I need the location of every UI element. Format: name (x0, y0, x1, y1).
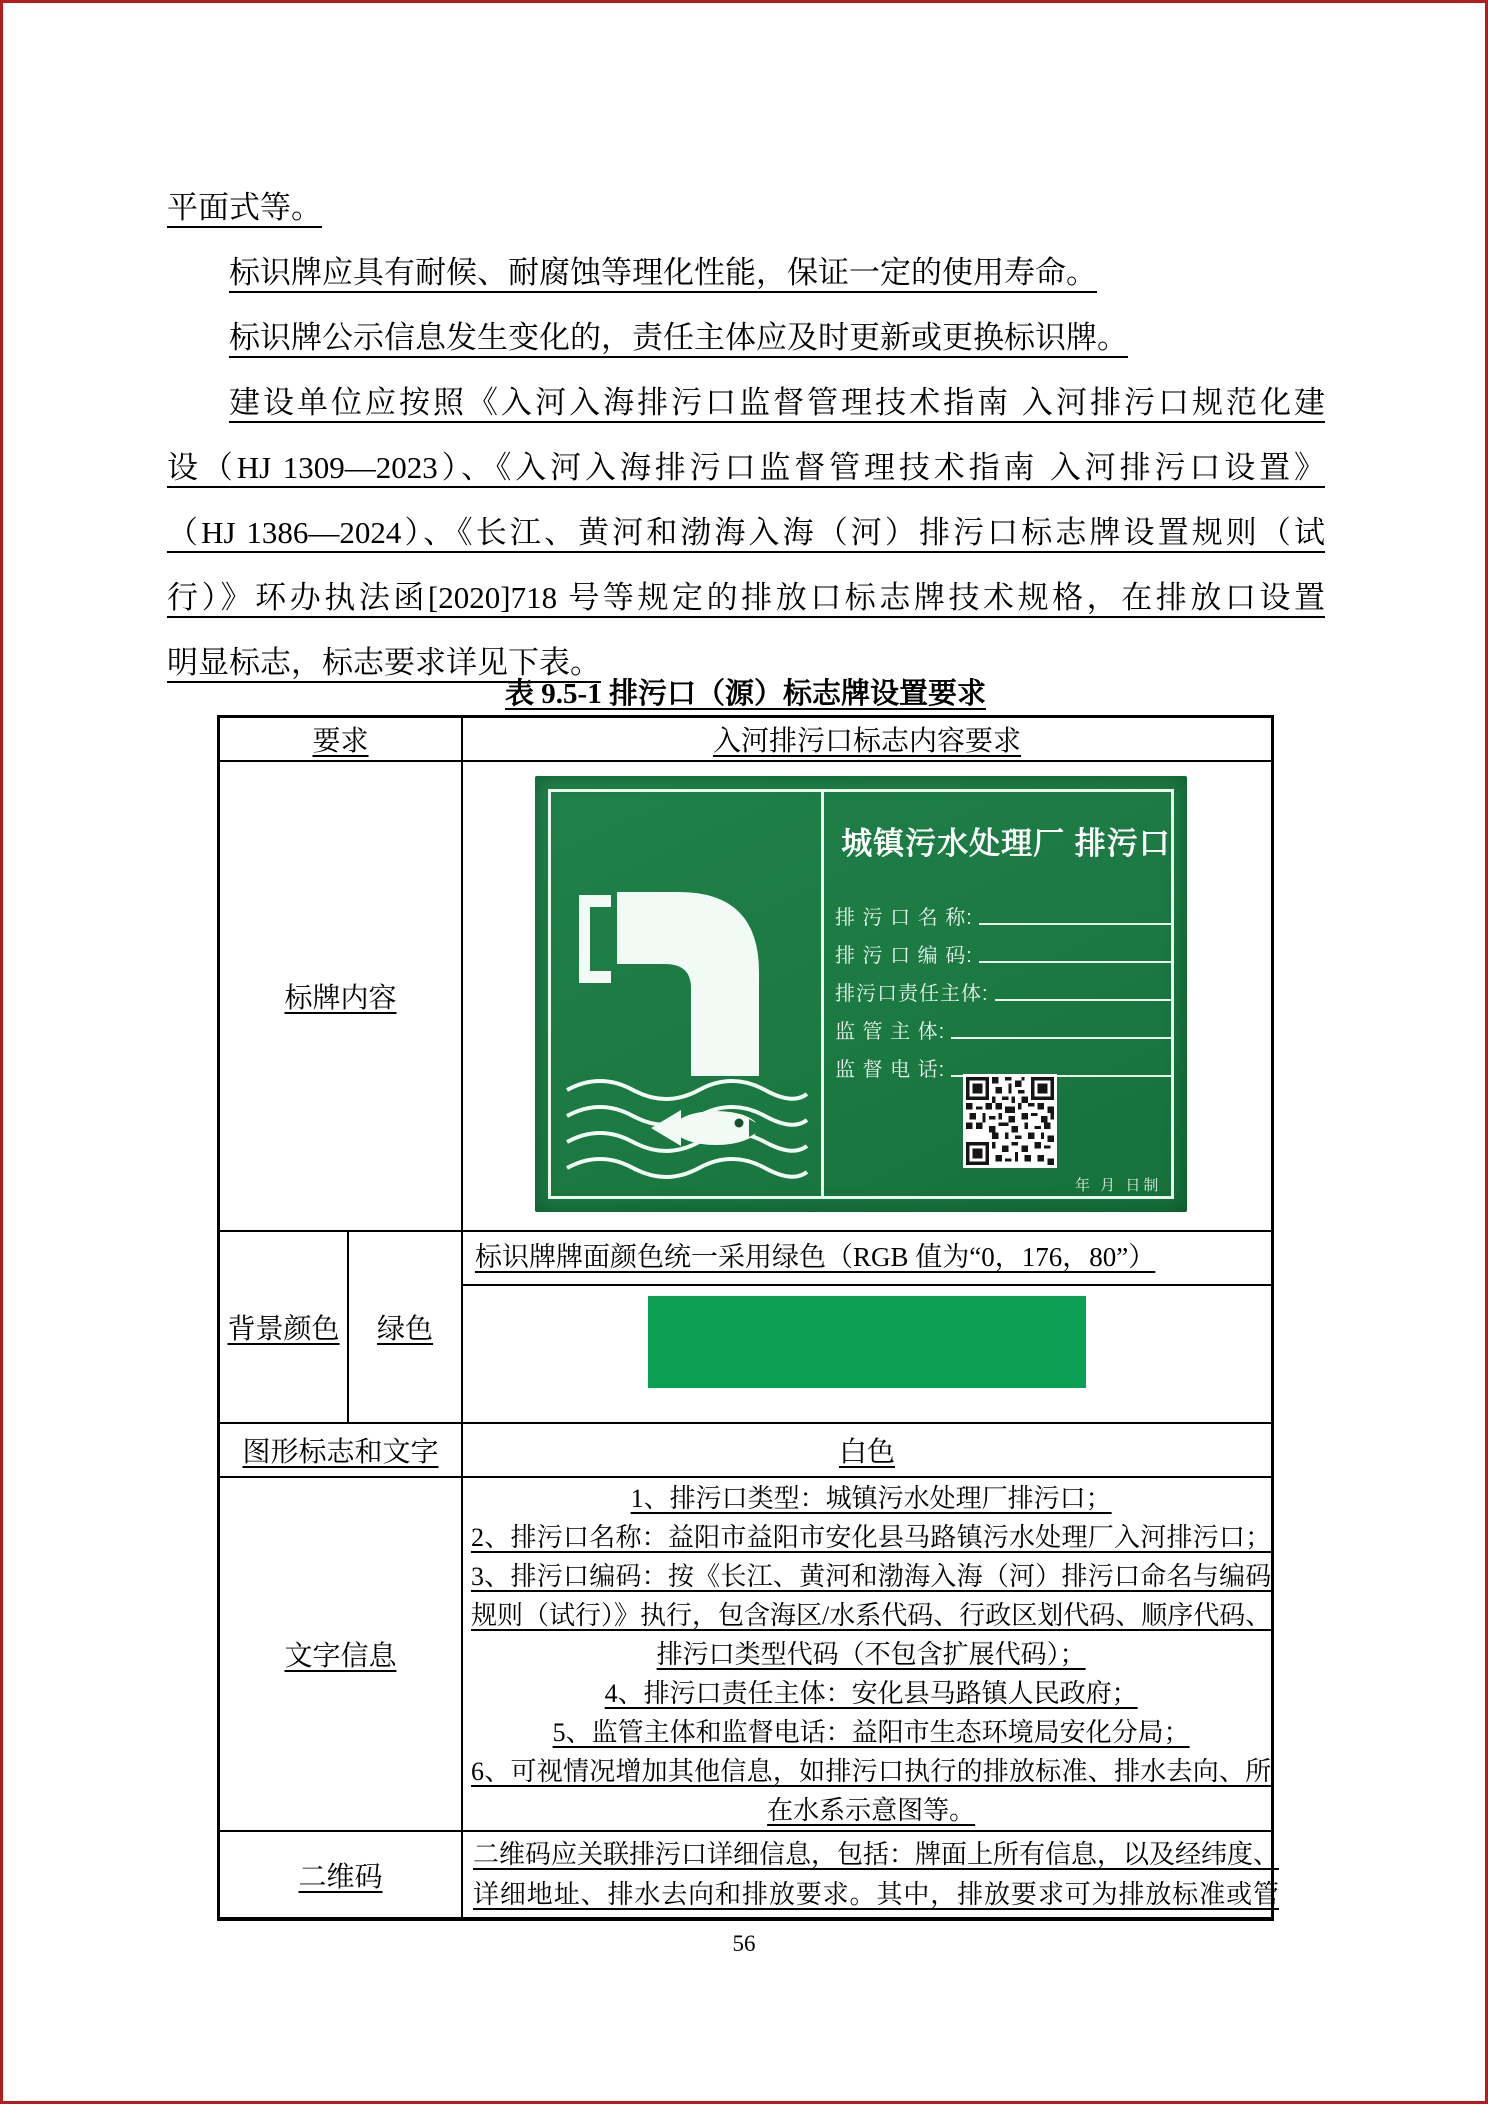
qr-code (963, 1074, 1057, 1168)
green-color-swatch (648, 1296, 1086, 1388)
sign-image-cell (463, 762, 1271, 1230)
paragraph-line: 标识牌应具有耐候、耐腐蚀等理化性能，保证一定的使用寿命。 (229, 255, 1097, 290)
qr-description-line: 详细地址、排水去向和排放要求。其中，排放要求可为排放标准或管 (473, 1879, 1280, 1909)
header-label: 入河排污口标志内容要求 (712, 726, 1021, 757)
sign-requirements-table (217, 715, 1280, 1921)
sign-date-note: 年 月 日制 (1075, 1177, 1162, 1194)
row-label: 文字信息 (284, 1641, 397, 1672)
intro-paragraphs (167, 175, 1325, 695)
text-info-line: 5、监管主体和监督电话：益阳市生态环境局安化分局； (552, 1717, 1190, 1747)
text-info-cell (463, 1478, 1279, 1830)
header-label: 要求 (312, 726, 369, 757)
table-header-row (220, 718, 1271, 762)
table-row-sign-content (220, 762, 1271, 1232)
text-info-line: 在水系示意图等。 (767, 1795, 976, 1825)
field-label: 监 督 电 话: (835, 1059, 946, 1081)
discharge-outlet-sign (535, 776, 1187, 1212)
text-info-line: 4、排污口责任主体：安化县马路镇人民政府； (604, 1678, 1138, 1708)
row-label-cell (220, 1832, 463, 1917)
paragraph-line: 行）》环办执法函[2020]718 号等规定的排放口标志牌技术规格，在排放口设置 (167, 580, 1325, 615)
paragraph-line: 平面式等。 (167, 190, 322, 225)
field-label: 监 管 主 体: (835, 1021, 946, 1043)
table-title: 表 9.5-1 排污口（源）标志牌设置要求 (505, 678, 986, 710)
pipe-discharge-icon (551, 792, 819, 1196)
blank-line (979, 923, 1173, 925)
paragraph-line: 明显标志，标志要求详见下表。 (167, 645, 601, 680)
row-label: 二维码 (298, 1861, 383, 1893)
qr-description-line: 二维码应关联排污口详细信息，包括：牌面上所有信息，以及经纬度、 (473, 1839, 1280, 1869)
row-label-cell (220, 1232, 349, 1422)
sign-title: 城镇污水处理厂 排污口 (841, 826, 1171, 861)
row-label-cell (220, 1478, 463, 1830)
row-label-cell (220, 762, 463, 1230)
graphic-color-value-cell (463, 1424, 1271, 1476)
table-row-background-color (220, 1232, 1271, 1424)
paragraph-line: 标识牌公示信息发生变化的，责任主体应及时更新或更换标识牌。 (229, 320, 1128, 355)
row-label: 背景颜色 (227, 1314, 340, 1345)
table-row-text-info (220, 1478, 1271, 1832)
text-info-line: 1、排污口类型：城镇污水处理厂排污口； (630, 1483, 1112, 1513)
bg-color-description: 标识牌牌面颜色统一采用绿色（RGB 值为“0，176，80”） (463, 1232, 1271, 1286)
row-label-cell (220, 1424, 463, 1476)
fish-icon (651, 1110, 765, 1146)
qr-description-cell (463, 1832, 1289, 1917)
paragraph-line: （HJ 1386—2024）、《长江、黄河和渤海入海（河）排污口标志牌设置规则（试 (167, 515, 1325, 550)
text-info-line: 3、排污口编码：按《长江、黄河和渤海入海（河）排污口命名与编码 (471, 1561, 1272, 1591)
field-label: 排污口责任主体: (835, 983, 989, 1005)
color-name: 绿色 (376, 1314, 433, 1345)
field-label: 排 污 口 编 码: (835, 945, 973, 967)
swatch-container (463, 1286, 1271, 1422)
page-number: 56 (732, 1931, 756, 1956)
blank-line (951, 1037, 1173, 1039)
field-label: 排 污 口 名 称: (835, 907, 973, 929)
color-name-cell (349, 1232, 463, 1422)
sign-fields (835, 892, 1175, 1082)
text-info-line: 6、可视情况增加其他信息，如排污口执行的排放标准、排水去向、所 (471, 1756, 1272, 1786)
table-row-qr-code (220, 1832, 1280, 1917)
sign-field (835, 892, 1175, 930)
paragraph-line: 设（HJ 1309—2023）、《入河入海排污口监督管理技术指南 入河排污口设置》 (167, 450, 1325, 485)
sign-divider (821, 789, 824, 1199)
header-cell-content (463, 718, 1271, 760)
background-color-detail-cell (463, 1232, 1271, 1422)
text-info-lines (463, 1473, 1279, 1836)
graphic-color-value: 白色 (838, 1437, 895, 1468)
table-row-graphic-text-color (220, 1424, 1271, 1478)
paragraph-line: 建设单位应按照《入河入海排污口监督管理技术指南 入河排污口规范化建 (229, 385, 1325, 420)
row-label: 标牌内容 (284, 983, 397, 1014)
text-info-line: 2、排污口名称：益阳市益阳市安化县马路镇污水处理厂入河排污口； (471, 1522, 1272, 1552)
sign-field (835, 930, 1175, 968)
header-cell-requirement (220, 718, 463, 760)
blank-line (995, 999, 1173, 1001)
text-info-line: 规则（试行）》执行，包含海区/水系代码、行政区划代码、顺序代码、 (471, 1600, 1272, 1630)
blank-line (979, 961, 1173, 963)
sign-field (835, 968, 1175, 1006)
row-label: 图形标志和文字 (242, 1437, 439, 1468)
qr-description-lines (463, 1833, 1289, 1917)
sign-field (835, 1006, 1175, 1044)
text-info-line: 排污口类型代码（不包含扩展代码）； (656, 1639, 1086, 1669)
